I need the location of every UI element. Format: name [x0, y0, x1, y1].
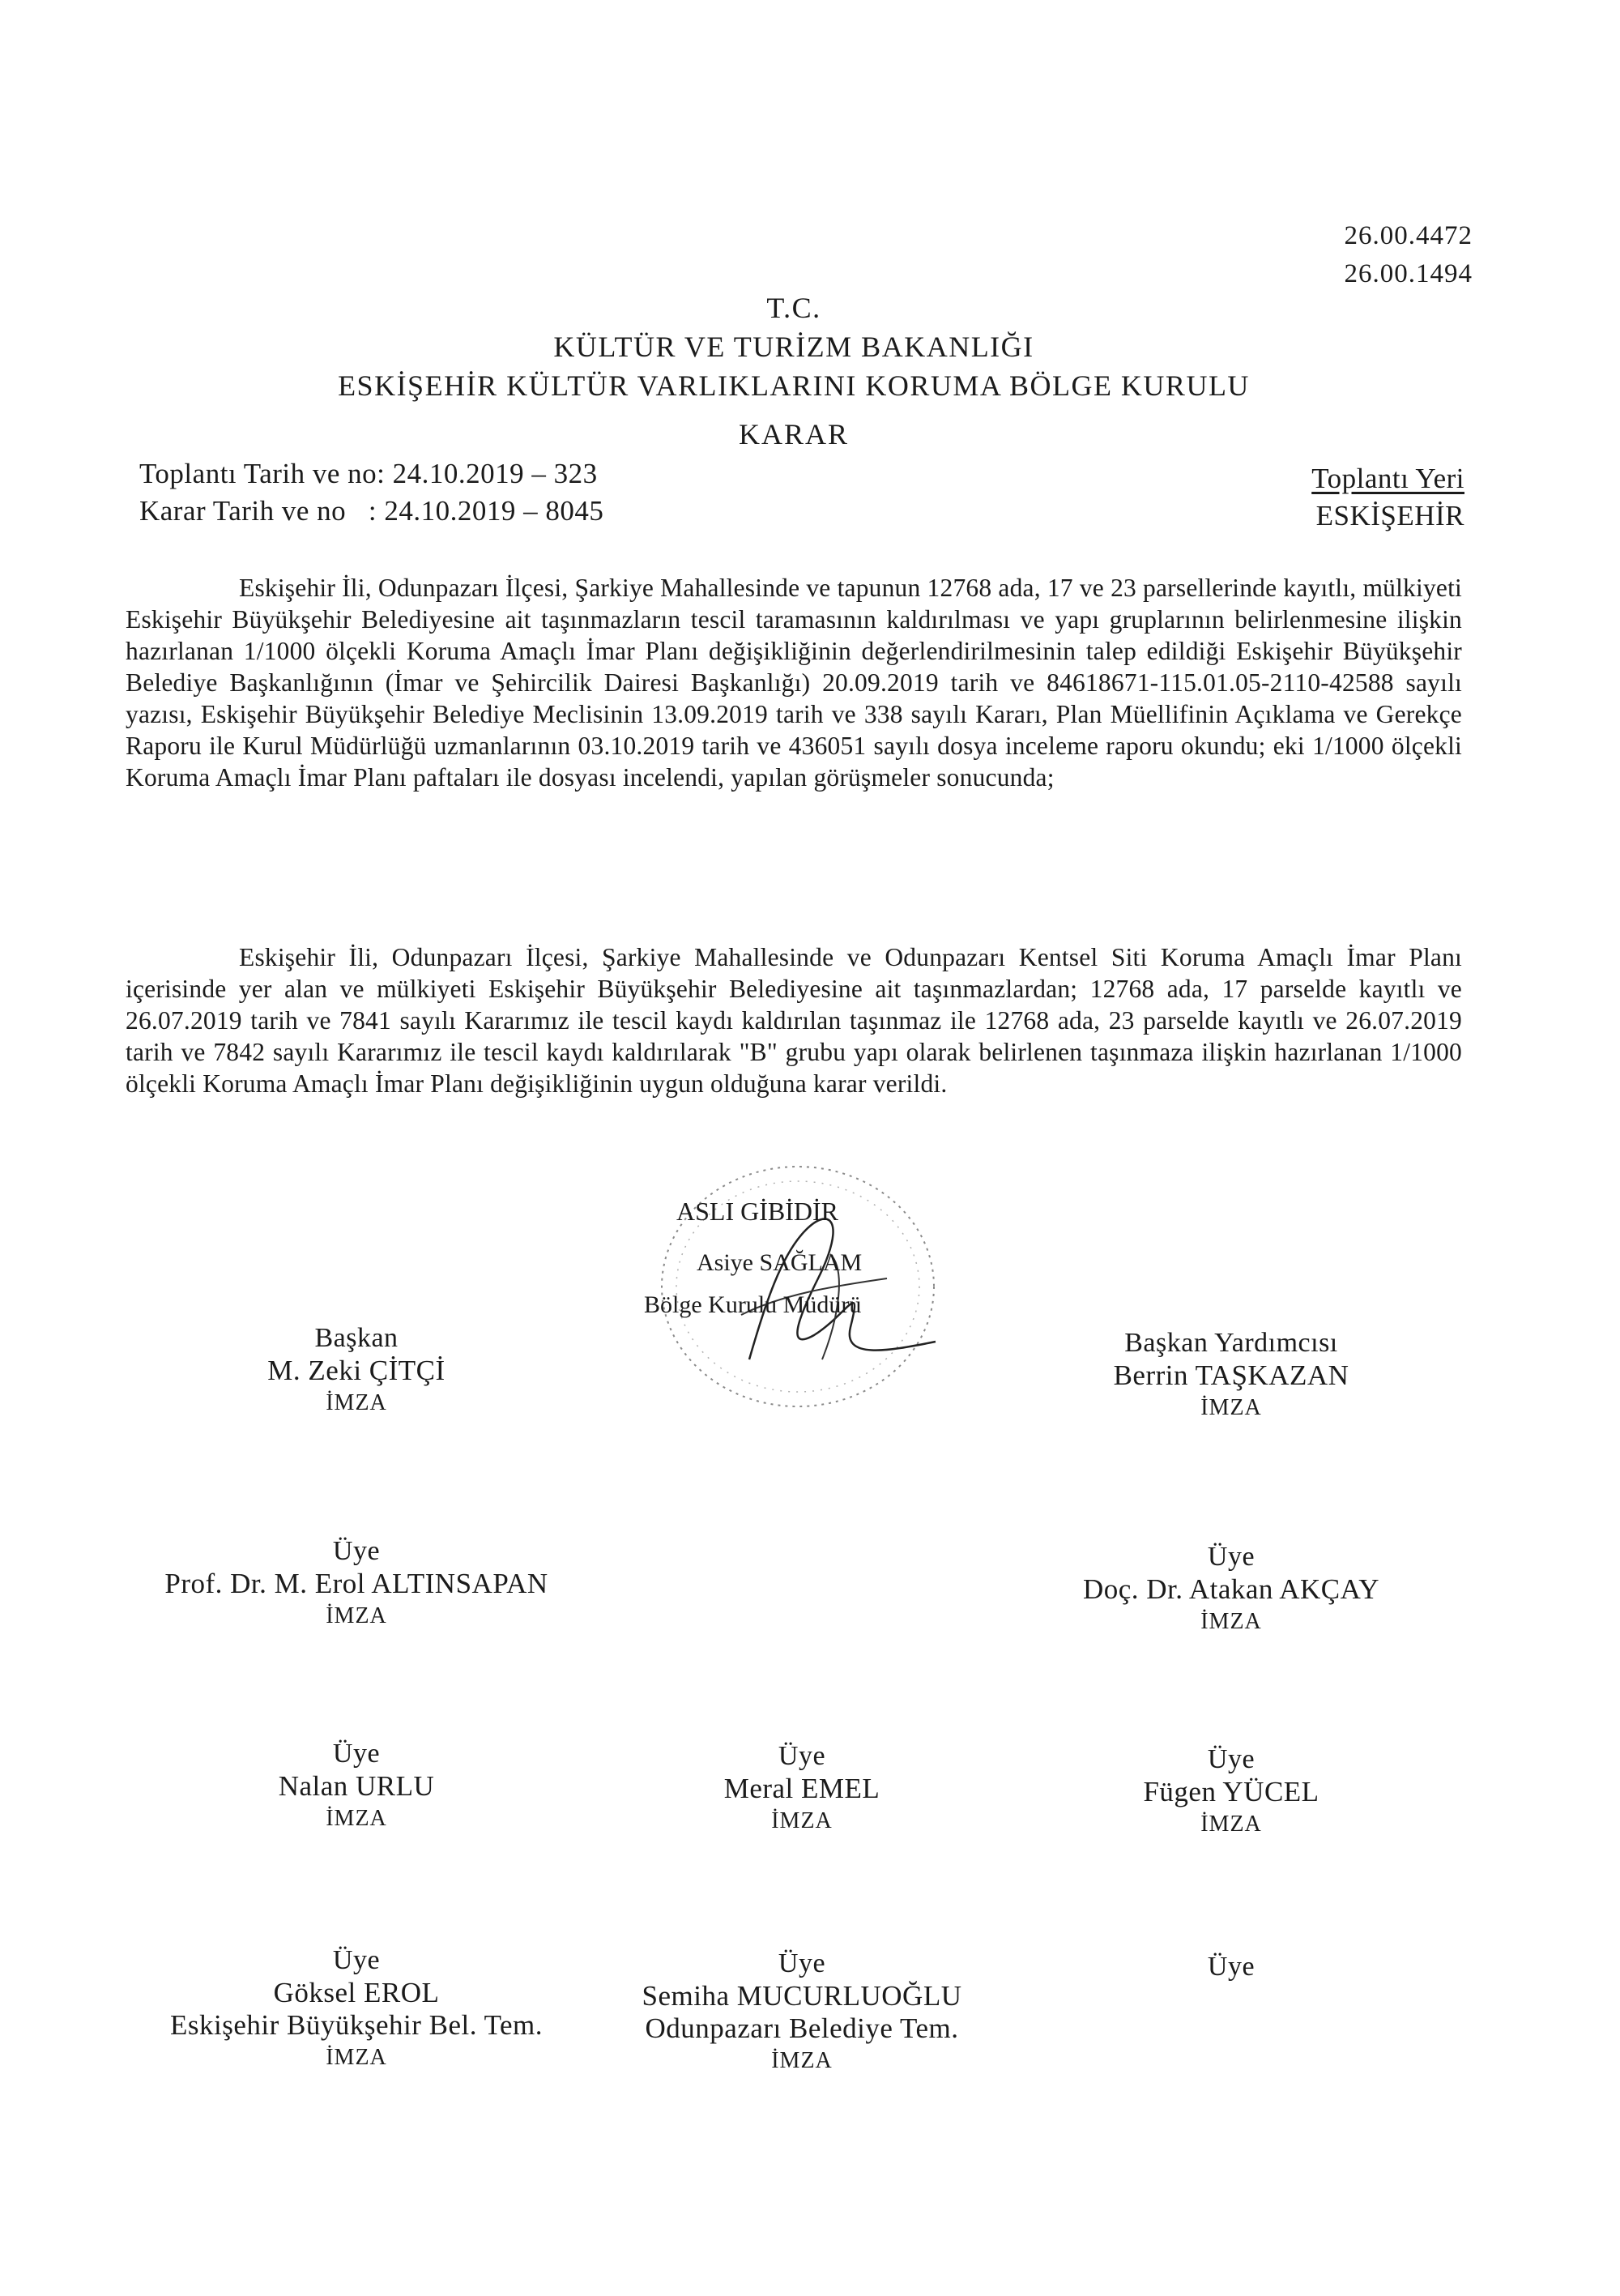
- meeting-label: Toplantı Tarih ve no:: [139, 458, 386, 489]
- signature-title: Üye: [1207, 1744, 1256, 1774]
- signature-uye-6: [89, 1944, 624, 2074]
- signature-name: Semiha MUCURLUOĞLU: [642, 1980, 962, 2012]
- signature-title: Üye: [778, 1741, 826, 1771]
- document-codes: [1345, 217, 1473, 293]
- certified-copy-stamp: [644, 1157, 952, 1424]
- signature-uye-3: [89, 1738, 624, 1835]
- signature-name: Prof. Dr. M. Erol ALTINSAPAN: [164, 1568, 548, 1599]
- signature-imza: İMZA: [326, 2045, 387, 2070]
- signature-role: Eskişehir Büyükşehir Bel. Tem.: [169, 2009, 544, 2041]
- signature-imza: İMZA: [771, 2048, 833, 2073]
- signature-name: Fügen YÜCEL: [1143, 1776, 1319, 1807]
- signature-title: Üye: [332, 1945, 381, 1975]
- signature-imza: İMZA: [771, 1808, 833, 1833]
- header-tc: T.C.: [766, 292, 821, 324]
- signature-title: Başkan Yardımcısı: [1124, 1328, 1338, 1358]
- header-board: ESKİŞEHİR KÜLTÜR VARLIKLARINI KORUMA BÖLGE KURULU: [338, 369, 1250, 402]
- signature-imza: İMZA: [326, 1603, 387, 1628]
- document-header: [0, 288, 1588, 405]
- signature-uye-4: [567, 1740, 1037, 1837]
- signature-baskan: [89, 1322, 624, 1419]
- place-value: ESKİŞEHİR: [1315, 500, 1464, 531]
- decision-label: Karar Tarih ve no: [139, 495, 347, 527]
- signature-uye-2: [972, 1541, 1490, 1638]
- body-paragraph-1: Eskişehir İli, Odunpazarı İlçesi, Şarkiye Mahallesinde ve tapunun 12768 ada, 17 ve 23 parsellerinde kayıtlı, mülkiyeti Eskişehir Büyükşehir Belediyesine ait taşınmazların tescil taramasının kaldırılması ve yapı gruplarının belirlenmesine ilişkin hazırlanan 1/1000 ölçekli Koruma Amaçlı İmar Planı değişikliğinin değerlendirilmesinin talep edildiği Eskişehir Büyükşehir Belediye Başkanlığının (İmar ve Şehircilik Dairesi Başkanlığı) 20.09.2019 tarih ve 84618671-115.01.05-2110-42588 sayılı yazısı, Eskişehir Büyükşehir Belediye Meclisinin 13.09.2019 tarih ve 338 sayılı Kararı, Plan Müellifinin Açıklama ve Gerekçe Raporu ile Kurul Müdürlüğü uzmanlarının 03.10.2019 tarih ve 436051 sayılı dosya inceleme raporu okundu; eki 1/1000 ölçekli Koruma Amaçlı İmar Planı paftaları ile dosyası incelendi, yapılan görüşmeler sonucunda;: [126, 574, 1462, 792]
- signature-title: Üye: [1207, 1542, 1256, 1572]
- document-code: 26.00.1494: [1344, 259, 1473, 288]
- signature-imza: İMZA: [1200, 1609, 1262, 1634]
- stamp-line-1: ASLI GİBİDİR: [676, 1197, 838, 1226]
- signature-imza: İMZA: [326, 1390, 387, 1415]
- stamp-line-3: Bölge Kurulu Müdürü: [644, 1291, 862, 1318]
- signature-imza: İMZA: [1200, 1812, 1262, 1837]
- header-ministry: KÜLTÜR VE TURİZM BAKANLIĞI: [553, 331, 1034, 363]
- signature-role: Odunpazarı Belediye Tem.: [645, 2012, 959, 2044]
- signature-title: Üye: [332, 1536, 381, 1566]
- signature-uye-8: [972, 1951, 1490, 1983]
- signature-name: Nalan URLU: [278, 1770, 435, 1802]
- place-label: Toplantı Yeri: [1311, 463, 1464, 494]
- stamp-line-2: Asiye SAĞLAM: [697, 1249, 863, 1276]
- signature-uye-5: [972, 1743, 1490, 1841]
- document-type: KARAR: [738, 418, 850, 450]
- signature-baskan-yardimcisi: [972, 1327, 1490, 1424]
- decision-value: : 24.10.2019 – 8045: [368, 495, 604, 527]
- signature-title: Üye: [1207, 1952, 1256, 1982]
- document-code: 26.00.4472: [1344, 221, 1473, 250]
- signature-name: Göksel EROL: [273, 1977, 440, 2008]
- meeting-place: [1311, 460, 1464, 535]
- signature-imza: İMZA: [326, 1806, 387, 1831]
- signature-name: M. Zeki ÇİTÇİ: [267, 1355, 446, 1386]
- signature-uye-7: [567, 1948, 1037, 2077]
- signature-imza: İMZA: [1200, 1395, 1262, 1420]
- meeting-value: 24.10.2019 – 323: [392, 458, 598, 489]
- body-paragraph-2: Eskişehir İli, Odunpazarı İlçesi, Şarkiye Mahallesinde ve Odunpazarı Kentsel Siti Koruma Amaçlı İmar Planı içerisinde yer alan ve mülkiyeti Eskişehir Büyükşehir Belediyesine ait taşınmazlardan; 12768 ada, 17 parselde kayıtlı ve 26.07.2019 tarih ve 7841 sayılı Kararımız ile tescil kaydı kaldırılan taşınmaz ile 12768 ada, 23 parselde kayıtlı ve 26.07.2019 tarih ve 7842 sayılı Kararımız ile tescil kaydı kaldırılarak "B" grubu yapı olarak belirlenen taşınmaza ilişkin hazırlanan 1/1000 ölçekli Koruma Amaçlı İmar Planı değişikliğinin uygun olduğuna karar verildi.: [126, 943, 1462, 1098]
- signature-name: Meral EMEL: [723, 1773, 880, 1804]
- signature-name: Berrin TAŞKAZAN: [1113, 1359, 1349, 1391]
- meeting-meta: [139, 455, 603, 530]
- signature-title: Üye: [778, 1948, 826, 1978]
- signature-uye-1: [89, 1535, 624, 1632]
- signature-title: Üye: [332, 1739, 381, 1769]
- signature-name: Doç. Dr. Atakan AKÇAY: [1082, 1573, 1379, 1605]
- signature-title: Başkan: [314, 1323, 399, 1353]
